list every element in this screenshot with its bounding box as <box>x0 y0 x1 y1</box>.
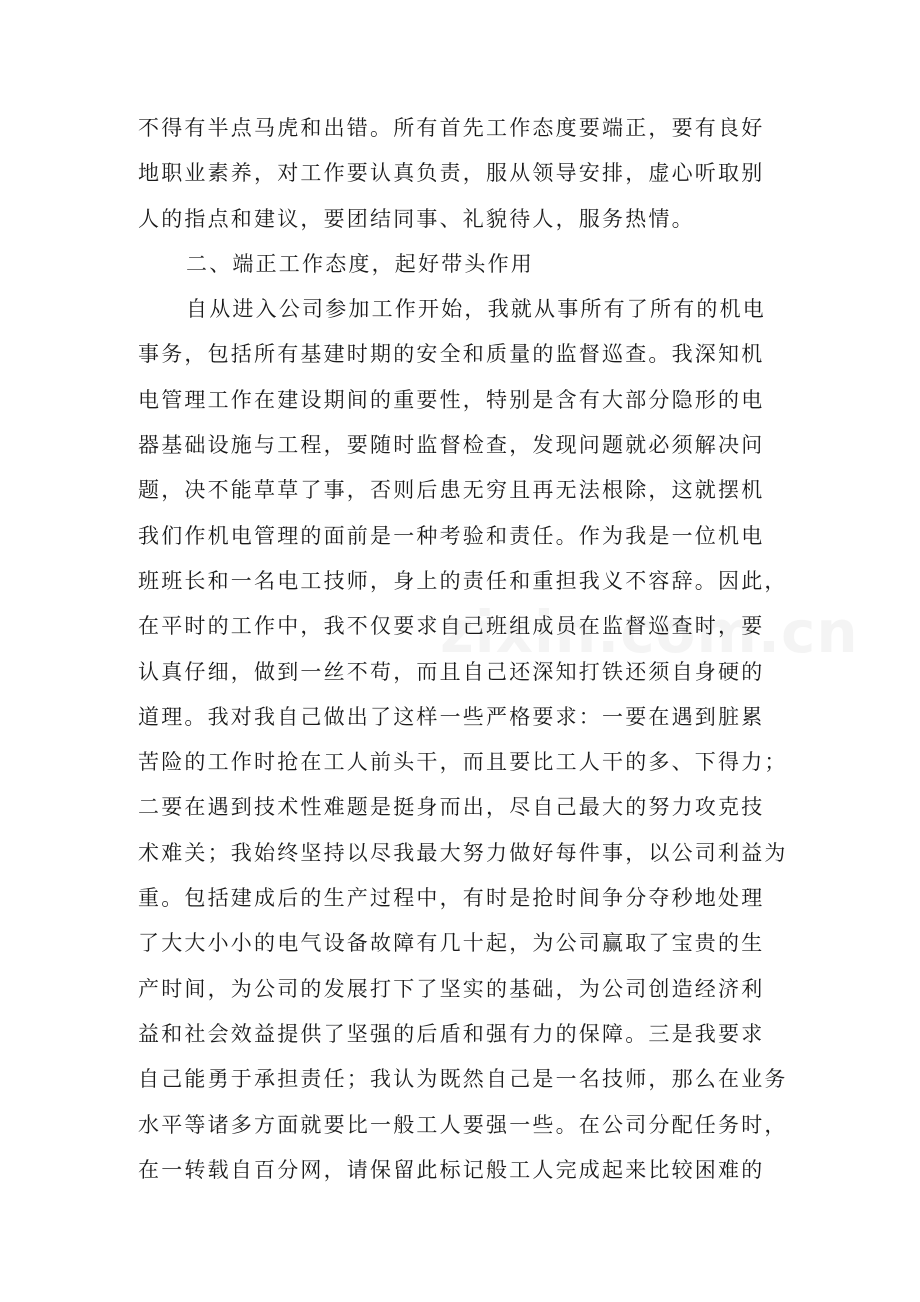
text-line: 重。包括建成后的生产过程中，有时是抢时间争分夺秒地处理 <box>138 886 765 911</box>
text-line: 认真仔细，做到一丝不苟，而且自己还深知打铁还须自身硬的 <box>138 659 765 684</box>
text-line: 不得有半点马虎和出错。所有首先工作态度要端正，要有良好 <box>138 116 765 140</box>
text-line: 苦险的工作时抢在工人前头干，而且要比工人干的多、下得力； <box>138 750 788 775</box>
text-line: 题，决不能草草了事，否则后患无穷且再无法根除，这就摆机 <box>138 478 765 503</box>
text-line: 术难关；我始终坚持以尽我最大努力做好每件事，以公司利益为 <box>138 840 788 865</box>
text-line: 了大大小小的电气设备故障有几十起，为公司赢取了宝贵的生 <box>138 931 765 956</box>
text-line: 益和社会效益提供了坚强的后盾和强有力的保障。三是我要求 <box>138 1021 765 1046</box>
text-line: 在平时的工作中，我不仅要求自己班组成员在监督巡查时，要 <box>138 614 765 639</box>
text-line: 产时间，为公司的发展打下了坚实的基础，为公司创造经济利 <box>138 976 765 1001</box>
text-line: 器基础设施与工程，要随时监督检查，发现问题就必须解决问 <box>138 433 765 458</box>
text-line: 我们作机电管理的面前是一种考验和责任。作为我是一位机电 <box>138 523 765 548</box>
text-line: 班班长和一名电工技师，身上的责任和重担我义不容辞。因此， <box>138 568 788 593</box>
document-body <box>138 106 798 1193</box>
text-line: 人的指点和建议，要团结同事、礼貌待人，服务热情。 <box>138 206 695 231</box>
text-line: 地职业素养，对工作要认真负责，服从领导安排，虚心听取别 <box>138 161 765 186</box>
text-line: 水平等诸多方面就要比一般工人要强一些。在公司分配任务时， <box>138 1112 788 1137</box>
text-line: 电管理工作在建设期间的重要性，特别是含有大部分隐形的电 <box>138 387 765 412</box>
text-line: 在一转载自百分网，请保留此标记般工人完成起来比较困难的 <box>138 1157 765 1182</box>
text-line: 二要在遇到技术性难题是挺身而出，尽自己最大的努力攻克技 <box>138 795 765 820</box>
section-heading: 二、端正工作态度，起好带头作用 <box>186 251 534 276</box>
text-line: 自从进入公司参加工作开始，我就从事所有了所有的机电 <box>186 297 766 322</box>
text-line: 道理。我对我自己做出了这样一些严格要求：一要在遇到脏累 <box>138 704 765 729</box>
text-line: 事务，包括所有基建时期的安全和质量的监督巡查。我深知机 <box>138 342 765 367</box>
text-line: 自己能勇于承担责任；我认为既然自己是一名技师，那么在业务 <box>138 1067 788 1092</box>
